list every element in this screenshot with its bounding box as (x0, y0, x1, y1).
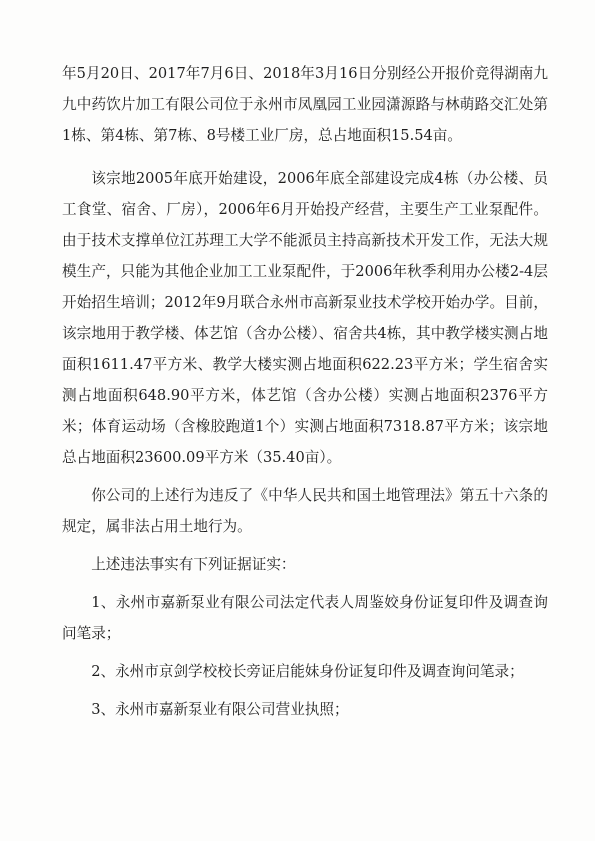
evidence-item-1: 1、永州市嘉新泵业有限公司法定代表人周鉴姣身份证复印件及调查询问笔录； (62, 594, 548, 642)
paragraph-construction-history: 该宗地2005年底开始建设，2006年底全部建设完成4栋（办公楼、员工食堂、宿舍、厂房），2006年6月开始投产经营，主要生产工业泵配件。由于技术支撑单位江苏理工大学不能派员主持高新技术开发工作，无法大规模生产，只能为其他企业加工工业泵配件，于2006年秋季利用办公楼2-4层开始招生培训；2012年9月联合永州市高新泵业技术学校开始办学。目前，该宗地用于教学楼、体艺馆（含办公楼）、宿舍共4栋，其中教学楼实测占地面积1611.47平方米、教学大楼实测占地面积622.23平方米；学生宿舍实测占地面积648.90平方米，体艺馆（含办公楼）实测占地面积2376平方米；体育运动场（含橡胶跑道1个）实测占地面积7318.87平方米；该宗地总占地面积23600.09平方米（35.40亩）。 (62, 170, 548, 466)
paragraph-evidence-intro: 上述违法事实有下列证据证实： (91, 556, 296, 573)
evidence-item-3: 3、永州市嘉新泵业有限公司营业执照； (91, 701, 349, 718)
paragraph-violation-statement: 你公司的上述行为违反了《中华人民共和国土地管理法》第五十六条的规定，属非法占用土地行为。 (62, 487, 548, 535)
document-body (62, 58, 548, 732)
paragraph-land-acquisition: 年5月20日、2017年7月6日、2018年3月16日分别经公开报价竞得湖南九九中药饮片加工有限公司位于永州市凤凰园工业园潇源路与林萌路交汇处第1栋、第4栋、第7栋、8号楼工业厂房，总占地面积15.54亩。 (62, 65, 548, 144)
evidence-item-2: 2、永州市京剑学校校长旁证启能妹身份证复印件及调查询问笔录； (91, 663, 524, 680)
